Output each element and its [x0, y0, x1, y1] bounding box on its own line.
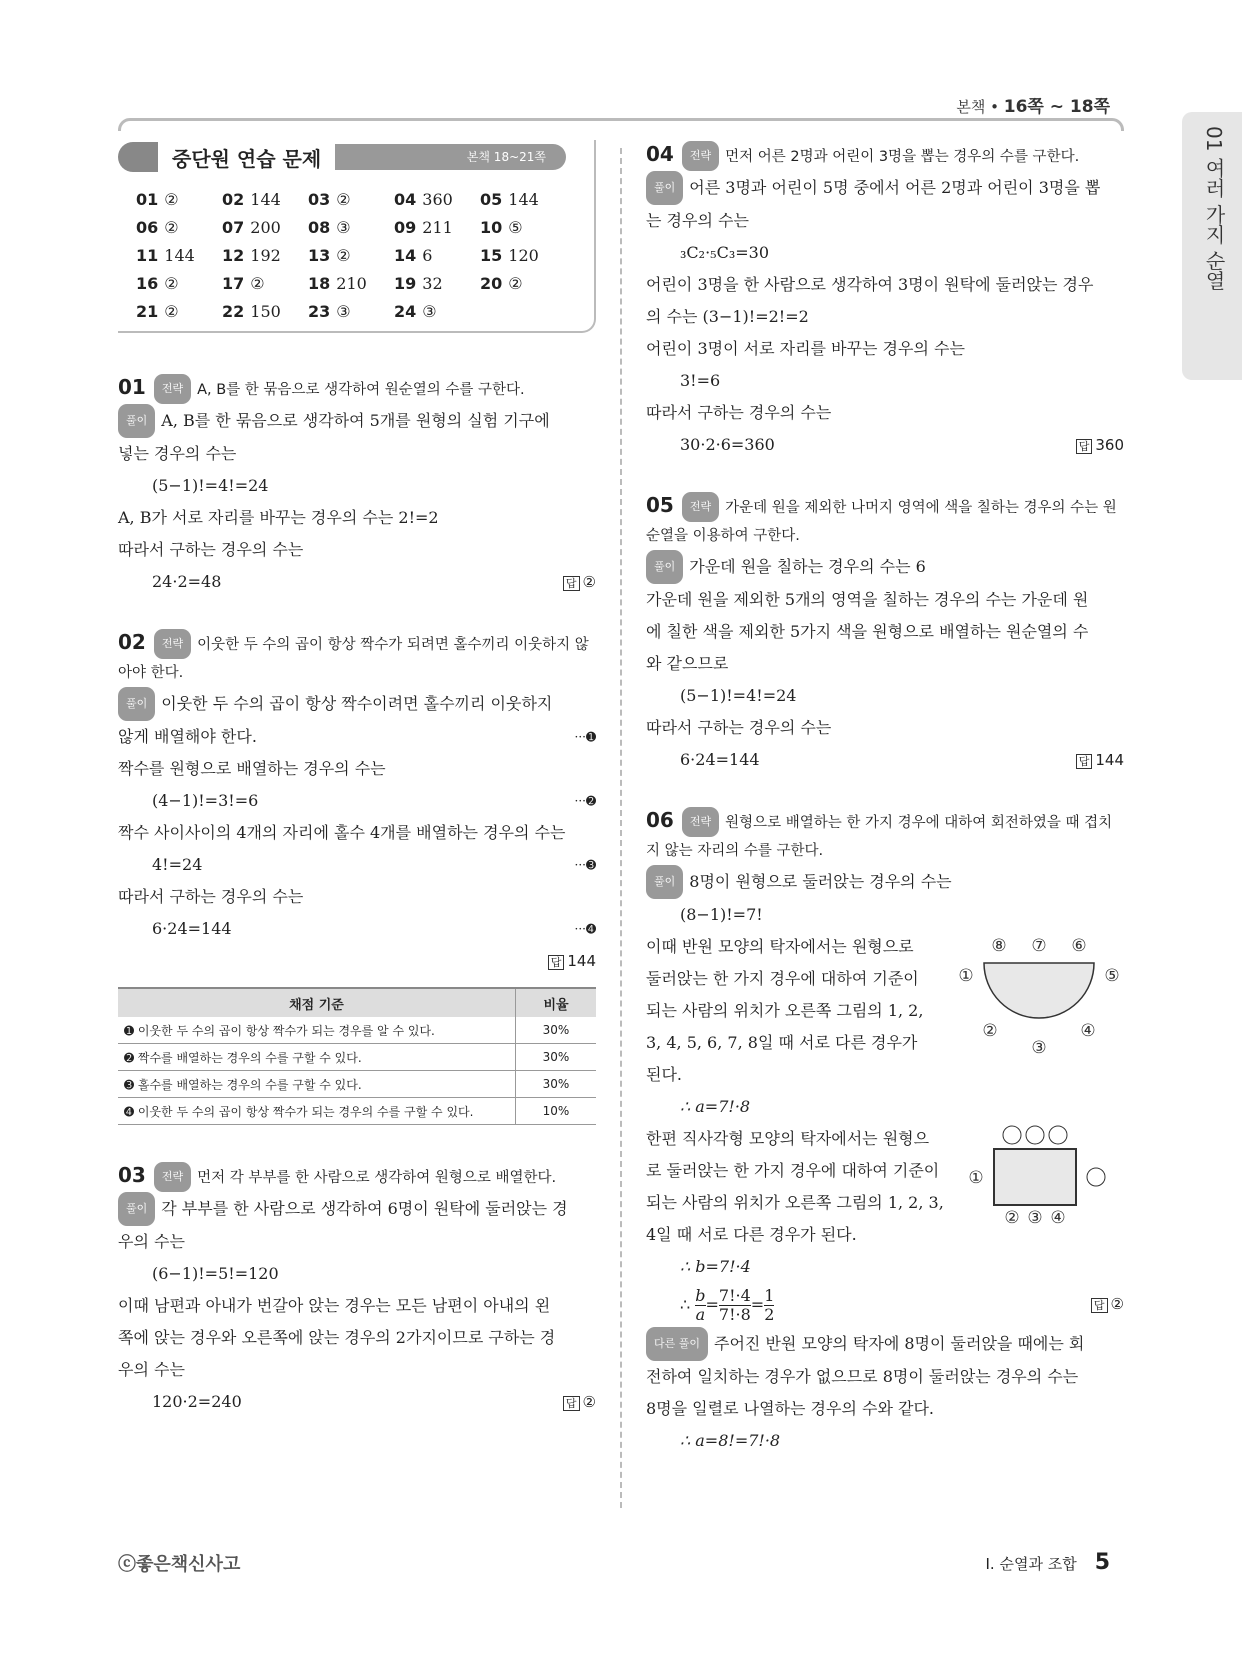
line: 에 칠한 색을 제외한 5가지 색을 원형으로 배열하는 원순열의 수: [646, 622, 1089, 641]
fraction-den: a: [695, 1304, 706, 1324]
line: 가운데 원을 칠하는 경우의 수는 6: [689, 557, 926, 576]
strategy-text: 먼저 각 부부를 한 사람으로 생각하여 원형으로 배열한다.: [197, 1170, 557, 1186]
line: 따라서 구하는 경우의 수는: [118, 887, 304, 906]
strategy-text: 이웃한 두 수의 곱이 항상 짝수가 되려면 홀수끼리 이웃하지 않아야 한다.: [118, 637, 589, 681]
answer-item: [394, 274, 480, 293]
problem-number: 01: [118, 375, 146, 399]
answer-item: [136, 218, 222, 237]
line: 로 둘러앉는 한 가지 경우에 대하여 기준이: [646, 1161, 940, 1180]
seat-label: ③: [1031, 1038, 1047, 1058]
line: A, B를 한 묶음으로 생각하여 5개를 원형의 실험 기구에: [161, 411, 550, 430]
problem-05: [646, 491, 1124, 776]
answer-value: ③: [336, 302, 351, 321]
equation: (8−1)!=7!: [680, 905, 763, 924]
line: 와 같으므로: [646, 654, 729, 673]
line: 되는 사람의 위치가 오른쪽 그림의 1, 2,: [646, 1001, 924, 1020]
equation: ∴ a=7!·8: [680, 1097, 751, 1116]
line: 따라서 구하는 경우의 수는: [646, 718, 832, 737]
answer-value: ②: [1110, 1295, 1124, 1313]
criteria-cell: ➊ 이웃한 두 수의 곱이 항상 짝수가 되는 경우를 알 수 있다.: [118, 1017, 516, 1044]
equation: ∴ a=8!=7!·8: [680, 1431, 781, 1450]
ratio-cell: 10%: [516, 1098, 597, 1125]
scoring-table: [118, 987, 596, 1125]
column-divider: [620, 148, 622, 1508]
problem-01: [118, 373, 596, 598]
answer-item: [222, 246, 308, 265]
table-row: [118, 1044, 596, 1071]
line: 8명을 일렬로 나열하는 경우의 수와 같다.: [646, 1399, 934, 1418]
step-marker: ···➍: [574, 922, 596, 936]
problem-number: 02: [118, 630, 146, 654]
seat-circle: [1003, 1126, 1021, 1144]
equation: 30·2·6=360: [680, 435, 775, 454]
answer-icon: 답: [1091, 1298, 1108, 1313]
problem-number: 03: [118, 1163, 146, 1187]
table-row: [118, 1071, 596, 1098]
fraction-num: 1: [764, 1285, 775, 1305]
answer-number: 03: [308, 190, 331, 209]
seat-label: ④: [1080, 1021, 1096, 1041]
equation: 6·24=144: [152, 919, 232, 938]
line: 않게 배열해야 한다.: [118, 727, 257, 746]
page-range: 16쪽 ~ 18쪽: [1003, 97, 1110, 117]
seat-label: ④: [1050, 1208, 1066, 1228]
criteria-cell: ➋ 짝수를 배열하는 경우의 수를 구할 수 있다.: [118, 1044, 516, 1071]
step-marker: ···➌: [574, 858, 596, 872]
line: 전하여 일치하는 경우가 없으므로 8명이 둘러앉는 경우의 수는: [646, 1367, 1079, 1386]
answer-value: ②: [582, 573, 596, 591]
seat-label: ③: [1027, 1208, 1043, 1228]
criteria-cell: ➌ 홀수를 배열하는 경우의 수를 구할 수 있다.: [118, 1071, 516, 1098]
answer-value: ②: [336, 246, 351, 265]
equation: (4−1)!=3!=6: [152, 791, 259, 810]
answer-value: ⑤: [508, 218, 523, 237]
problem-02: [118, 628, 596, 1125]
answer-icon: 답: [1076, 754, 1093, 769]
table-row: [118, 1098, 596, 1125]
table-header-criteria: 채점 기준: [118, 988, 516, 1017]
answer-number: 02: [222, 190, 245, 209]
problem-03: [118, 1161, 596, 1418]
answer-value: ③: [336, 218, 351, 237]
line: 넣는 경우의 수는: [118, 444, 237, 463]
answer-value: ②: [164, 302, 179, 321]
answer-summary-box: [118, 140, 596, 333]
answer-number: 24: [394, 302, 417, 321]
line: 우의 수는: [118, 1232, 185, 1251]
answer-value: 32: [422, 274, 443, 293]
answer-number: 14: [394, 246, 417, 265]
answer-item: [308, 190, 394, 209]
answer-number: 19: [394, 274, 417, 293]
other-solution-tag: 다른 풀이: [646, 1327, 708, 1361]
answer-number: 13: [308, 246, 331, 265]
line: A, B가 서로 자리를 바꾸는 경우의 수는 2!=2: [118, 508, 439, 527]
answer-number: 18: [308, 274, 331, 293]
answer-item: [222, 302, 308, 321]
answer-item: [394, 246, 480, 265]
seat-circle: [1087, 1168, 1105, 1186]
solution-tag: 풀이: [646, 865, 683, 899]
left-column: [118, 140, 596, 1448]
criteria-cell: ➍ 이웃한 두 수의 곱이 항상 짝수가 되는 경우의 수를 구할 수 있다.: [118, 1098, 516, 1125]
equation: 4!=24: [152, 855, 203, 874]
strategy-text: 가운데 원을 제외한 나머지 영역에 색을 칠하는 경우의 수는 원순열을 이용하여 구한다.: [646, 500, 1117, 544]
chapter-name: Ⅰ. 순열과 조합: [985, 1555, 1077, 1573]
fraction-equation: ∴ $\frac{b}{a}$ = $\frac{7!\cdot 4}{7!\cdot 8}$ = $\frac{1}{2}$ 답 ②: [680, 1285, 1124, 1324]
line: 어린이 3명을 한 사람으로 생각하여 3명이 원탁에 둘러앉는 경우: [646, 275, 1094, 294]
answer-icon: 답: [563, 1396, 580, 1411]
line: 3, 4, 5, 6, 7, 8일 때 서로 다른 경우가: [646, 1033, 918, 1052]
line: 이때 남편과 아내가 번갈아 앉는 경우는 모든 남편이 아내의 왼: [118, 1296, 551, 1315]
seat-circle: [1049, 1126, 1067, 1144]
answer-item: [222, 274, 308, 293]
answer-value: ②: [508, 274, 523, 293]
answer-item: [136, 302, 222, 321]
summary-ref: 본책 18~21쪽: [335, 144, 566, 170]
equation: ₃C₂·₅C₃=30: [680, 243, 769, 262]
strategy-tag: 전략: [682, 492, 719, 522]
line: 우의 수는: [118, 1360, 185, 1379]
answer-item: [480, 190, 566, 209]
side-tab-label: 01 여러 가지 순열: [1202, 126, 1226, 291]
answer-item: [222, 190, 308, 209]
step-marker: ···➊: [574, 730, 596, 744]
answer-value: ②: [164, 190, 179, 209]
ratio-cell: 30%: [516, 1071, 597, 1098]
answer-value: 150: [250, 302, 281, 321]
line: 쪽에 앉는 경우와 오른쪽에 앉는 경우의 2가지이므로 구하는 경: [118, 1328, 556, 1347]
answer-number: 06: [136, 218, 159, 237]
top-frame-line: [118, 118, 1124, 131]
line: 각 부부를 한 사람으로 생각하여 6명이 원탁에 둘러앉는 경: [161, 1199, 568, 1218]
strategy-tag: 전략: [154, 1162, 191, 1192]
answer-value: 192: [250, 246, 281, 265]
answer-value: ②: [164, 274, 179, 293]
answer-icon: 답: [1076, 439, 1093, 454]
solution-tag: 풀이: [646, 171, 683, 205]
right-column: [646, 140, 1124, 1487]
strategy-text: 먼저 어른 2명과 어린이 3명을 뽑는 경우의 수를 구한다.: [725, 149, 1080, 165]
step-marker: ···➋: [574, 794, 596, 808]
page-number: 5: [1094, 1550, 1110, 1575]
equation: ∴ b=7!·4: [680, 1257, 751, 1276]
answer-value: ②: [164, 218, 179, 237]
answer-value: 144: [508, 190, 539, 209]
seat-label: ⑥: [1071, 936, 1087, 956]
answer-number: 10: [480, 218, 503, 237]
answer-value: 210: [336, 274, 367, 293]
equation: 24·2=48: [152, 572, 222, 591]
answer-value: 144: [567, 952, 596, 970]
answer-item: [394, 218, 480, 237]
answer-value: 6: [422, 246, 433, 265]
answer-number: 05: [480, 190, 503, 209]
answer-item: [136, 246, 222, 265]
semicircle-table-figure: [954, 931, 1124, 1059]
answer-value: 144: [250, 190, 281, 209]
answer-value: 200: [250, 218, 281, 237]
answer-icon: 답: [563, 576, 580, 591]
seat-label: ⑧: [991, 936, 1007, 956]
line: 짝수를 원형으로 배열하는 경우의 수는: [118, 759, 386, 778]
line: 따라서 구하는 경우의 수는: [646, 403, 832, 422]
seat-label: ②: [1004, 1208, 1020, 1228]
seat-label: ⑦: [1031, 936, 1047, 956]
line: 따라서 구하는 경우의 수는: [118, 540, 304, 559]
fraction-num: b: [695, 1285, 706, 1305]
equation: 120·2=240: [152, 1392, 242, 1411]
solution-tag: 풀이: [118, 1192, 155, 1226]
fraction-den: 2: [764, 1304, 775, 1324]
problem-number: 04: [646, 142, 674, 166]
line: 이웃한 두 수의 곱이 항상 짝수이려면 홀수끼리 이웃하지: [161, 694, 553, 713]
rectangle-table: [994, 1149, 1076, 1205]
fraction-num: 7!·4: [718, 1285, 751, 1305]
answer-item: [480, 218, 566, 237]
semicircle-table: [984, 963, 1094, 1018]
table-row: [118, 1017, 596, 1044]
equation: (5−1)!=4!=24: [680, 686, 797, 705]
answer-number: 17: [222, 274, 245, 293]
solution-tag: 풀이: [118, 404, 155, 438]
line: 가운데 원을 제외한 5개의 영역을 칠하는 경우의 수는 가운데 원: [646, 590, 1089, 609]
answer-number: 01: [136, 190, 159, 209]
line: 의 수는 (3−1)!=2!=2: [646, 307, 809, 326]
answer-number: 11: [136, 246, 159, 265]
ratio-cell: 30%: [516, 1017, 597, 1044]
chapter-side-tab[interactable]: [1182, 112, 1242, 380]
line: 주어진 반원 모양의 탁자에 8명이 둘러앉을 때에는 회: [714, 1334, 1085, 1353]
answer-item: [308, 274, 394, 293]
answer-item: [394, 190, 480, 209]
line: 짝수 사이사이의 4개의 자리에 홀수 4개를 배열하는 경우의 수는: [118, 823, 566, 842]
answer-item: [308, 302, 394, 321]
title-pill: [118, 142, 158, 172]
line: 이때 반원 모양의 탁자에서는 원형으로: [646, 937, 914, 956]
line: 는 경우의 수는: [646, 211, 749, 230]
strategy-tag: 전략: [682, 141, 719, 171]
strategy-text: 원형으로 배열하는 한 가지 경우에 대하여 회전하였을 때 겹치지 않는 자리의 수를 구한다.: [646, 815, 1113, 859]
answer-value: ②: [336, 190, 351, 209]
equation: 6·24=144: [680, 750, 760, 769]
equation: 3!=6: [680, 371, 721, 390]
line: 4일 때 서로 다른 경우가 된다.: [646, 1225, 857, 1244]
answer-number: 21: [136, 302, 159, 321]
answer-item: [394, 302, 480, 321]
answer-number: 09: [394, 218, 417, 237]
answer-item: [308, 218, 394, 237]
answer-item: [480, 274, 566, 293]
answer-number: 07: [222, 218, 245, 237]
line: 되는 사람의 위치가 오른쪽 그림의 1, 2, 3,: [646, 1193, 944, 1212]
equation: (6−1)!=5!=120: [152, 1264, 279, 1283]
answer-number: 20: [480, 274, 503, 293]
answer-grid: [118, 174, 594, 321]
answer-number: 12: [222, 246, 245, 265]
page-header: 본책 • 16쪽 ~ 18쪽: [956, 97, 1110, 117]
answer-value: 144: [164, 246, 195, 265]
rectangle-table-figure: [954, 1123, 1124, 1239]
answer-value: 360: [422, 190, 453, 209]
answer-item: [136, 274, 222, 293]
seat-label: ②: [982, 1021, 998, 1041]
fraction-den: 7!·8: [718, 1304, 751, 1324]
line: 한편 직사각형 모양의 탁자에서는 원형으: [646, 1129, 930, 1148]
answer-value: 211: [422, 218, 453, 237]
answer-number: 04: [394, 190, 417, 209]
answer-value: ②: [582, 1393, 596, 1411]
line: 된다.: [646, 1065, 682, 1084]
table-header-ratio: 비율: [516, 988, 597, 1017]
line: 어린이 3명이 서로 자리를 바꾸는 경우의 수는: [646, 339, 965, 358]
answer-value: 360: [1095, 436, 1124, 454]
seat-label: ①: [968, 1168, 984, 1188]
problem-04: [646, 140, 1124, 461]
strategy-text: A, B를 한 묶음으로 생각하여 원순열의 수를 구한다.: [197, 382, 525, 398]
publisher-logo: ⓒ좋은책신사고: [118, 1554, 241, 1575]
line: 어른 3명과 어린이 5명 중에서 어른 2명과 어린이 3명을 뽑: [689, 178, 1101, 197]
strategy-tag: 전략: [682, 807, 719, 837]
answer-number: 15: [480, 246, 503, 265]
page-footer: [986, 1550, 1111, 1575]
equation: (5−1)!=4!=24: [152, 476, 269, 495]
line: 8명이 원형으로 둘러앉는 경우의 수는: [689, 872, 952, 891]
answer-item: [136, 190, 222, 209]
solution-tag: 풀이: [118, 687, 155, 721]
answer-item: [308, 246, 394, 265]
line: 둘러앉는 한 가지 경우에 대하여 기준이: [646, 969, 919, 988]
summary-title: 중단원 연습 문제: [158, 143, 335, 172]
answer-item: [222, 218, 308, 237]
strategy-tag: 전략: [154, 629, 191, 659]
seat-circle: [1026, 1126, 1044, 1144]
answer-value: 120: [508, 246, 539, 265]
answer-number: 16: [136, 274, 159, 293]
answer-number: 08: [308, 218, 331, 237]
solution-tag: 풀이: [646, 550, 683, 584]
answer-value: 144: [1095, 751, 1124, 769]
problem-number: 05: [646, 493, 674, 517]
seat-label: ①: [958, 966, 974, 986]
answer-item: [480, 246, 566, 265]
problem-06: [646, 806, 1124, 1457]
seat-label: ⑤: [1104, 966, 1120, 986]
answer-value: ②: [250, 274, 265, 293]
problem-number: 06: [646, 808, 674, 832]
answer-icon: 답: [548, 955, 565, 970]
ratio-cell: 30%: [516, 1044, 597, 1071]
book-label: 본책: [956, 98, 986, 116]
answer-number: 22: [222, 302, 245, 321]
answer-number: 23: [308, 302, 331, 321]
strategy-tag: 전략: [154, 374, 191, 404]
answer-value: ③: [422, 302, 437, 321]
